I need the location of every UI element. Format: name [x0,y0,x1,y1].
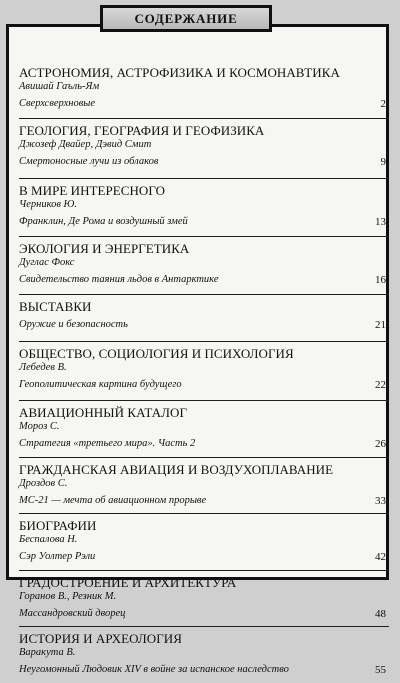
article-title[interactable]: Сэр Уолтер Рэли [19,551,96,562]
article-title[interactable]: Геополитическая картина будущего [19,379,182,390]
article-title[interactable]: Франклин, Де Рома и воздушный змей [19,216,188,227]
contents-section [19,627,389,683]
section-authors: Горанов В., Резник М. [19,591,117,602]
section-heading: БИОГРАФИИ [19,518,97,533]
section-authors: Дуглас Фокс [19,257,75,268]
contents-section [19,119,389,179]
section-heading: АВИАЦИОННЫЙ КАТАЛОГ [19,405,188,420]
page-number: 2 [380,98,386,110]
article-row[interactable] [19,603,389,621]
contents-title: СОДЕРЖАНИЕ [100,5,272,32]
contents-section [19,295,389,342]
page-number: 48 [375,608,386,620]
article-row[interactable] [19,151,389,169]
contents-section [19,237,389,295]
section-authors: Лебедев В. [19,362,67,373]
article-row[interactable] [19,269,389,287]
contents-list [19,61,389,683]
section-heading: В МИРЕ ИНТЕРЕСНОГО [19,183,166,198]
section-heading: ГРАЖДАНСКАЯ АВИАЦИЯ И ВОЗДУХОПЛАВАНИЕ [19,462,334,477]
section-heading: ГЕОЛОГИЯ, ГЕОГРАФИЯ И ГЕОФИЗИКА [19,123,265,138]
article-title[interactable]: Сверхсверхновые [19,98,96,109]
article-row[interactable] [19,314,389,332]
contents-section [19,61,389,119]
section-heading: АСТРОНОМИЯ, АСТРОФИЗИКА И КОСМОНАВТИКА [19,65,340,80]
article-row[interactable] [19,93,389,111]
section-authors: Дроздов С. [19,478,68,489]
article-row[interactable] [19,490,389,508]
section-authors: Беспалова Н. [19,534,78,545]
section-heading: ЭКОЛОГИЯ И ЭНЕРГЕТИКА [19,241,190,256]
page-number: 21 [375,319,386,331]
page-number: 13 [375,216,386,228]
page-number: 9 [380,156,386,168]
page-number: 33 [375,495,386,507]
contents-section [19,342,389,401]
section-heading: ГРАДОСТРОЕНИЕ И АРХИТЕКТУРА [19,575,237,590]
article-title[interactable]: Стратегия «третьего мира». Часть 2 [19,438,196,449]
contents-section [19,571,389,627]
article-row[interactable] [19,433,389,451]
section-authors: Варакута В. [19,647,76,658]
section-heading: ИСТОРИЯ И АРХЕОЛОГИЯ [19,631,182,646]
article-row[interactable] [19,211,389,229]
article-title[interactable]: Смертоносные лучи из облаков [19,156,159,167]
page-number: 42 [375,551,386,563]
section-authors: Мороз С. [19,421,60,432]
section-authors: Авишай Гаъль-Ям [19,81,100,92]
section-authors: Черников Ю. [19,199,78,210]
contents-frame [6,24,389,676]
contents-section [19,179,389,237]
contents-section [19,458,389,514]
page-number: 22 [375,379,386,391]
page-number: 55 [375,664,386,676]
article-title[interactable]: Неугомонный Людовик XIV в войне за испанское наследство [19,664,289,675]
contents-section [19,401,389,458]
article-title[interactable]: Свидетельство таяния льдов в Антарктике [19,274,219,285]
page-number: 26 [375,438,386,450]
article-title[interactable]: МС-21 — мечта об авиационном прорыве [19,495,207,506]
section-heading: ОБЩЕСТВО, СОЦИОЛОГИЯ И ПСИХОЛОГИЯ [19,346,294,361]
article-row[interactable] [19,374,389,392]
article-row[interactable] [19,546,389,564]
section-heading: ВЫСТАВКИ [19,299,92,314]
section-authors: Джозеф Двайер, Дэвид Смит [19,139,152,150]
article-row[interactable] [19,659,389,677]
article-title[interactable]: Массандровский дворец [19,608,126,619]
contents-section [19,514,389,571]
article-title[interactable]: Оружие и безопасность [19,319,128,330]
page-number: 16 [375,274,386,286]
